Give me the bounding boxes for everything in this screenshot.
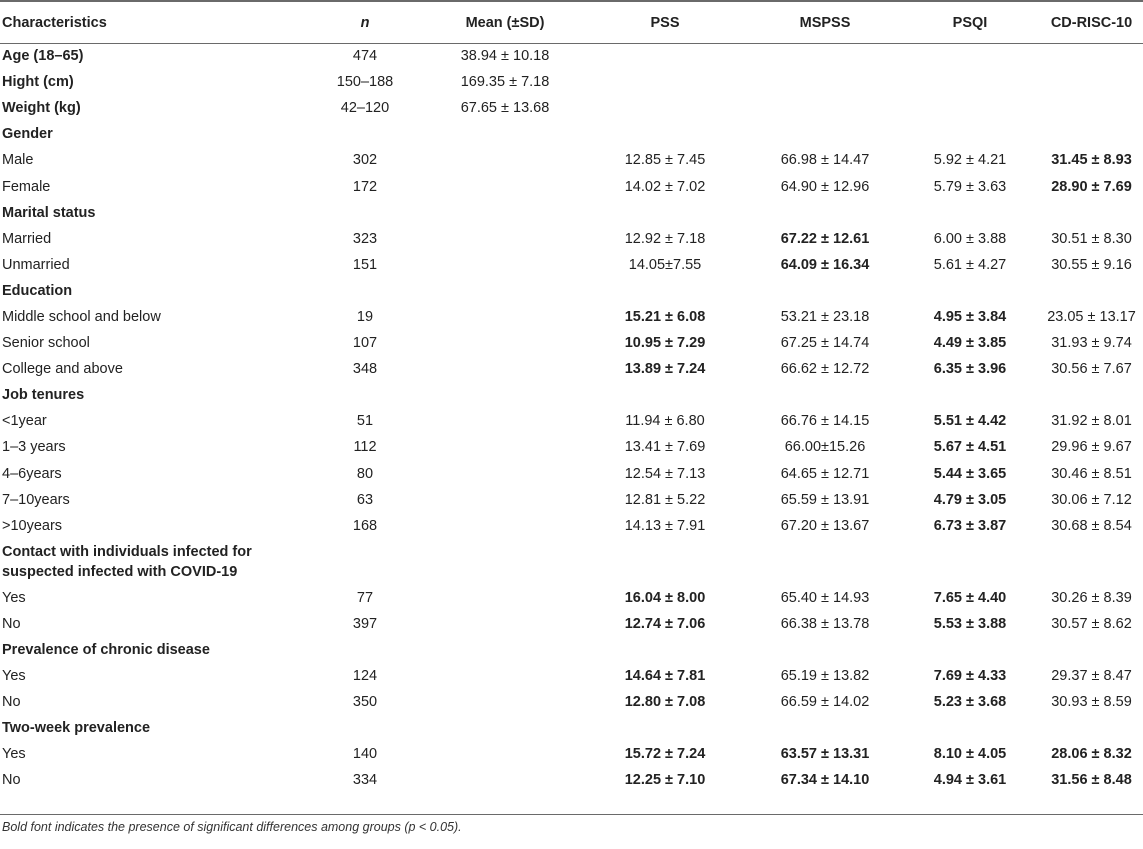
cell-n: 151 [352,256,378,273]
group-label: Age (18–65) [2,48,84,65]
cell-pss [580,95,750,121]
cell-pss [580,121,750,147]
cell-psqi: 8.10 ± 4.05 [933,746,1007,763]
cell-mean-sd [430,637,580,663]
cell-pss: 12.74 ± 7.06 [624,615,706,632]
cell-pss: 13.89 ± 7.24 [624,361,706,378]
row-label: 7–10years [2,491,70,508]
cell-cd-risc-10: 30.46 ± 8.51 [1051,465,1132,482]
cell-psqi [900,278,1040,304]
cell-n [300,278,430,304]
cell-mspss: 66.62 ± 12.72 [780,361,870,378]
table-body [0,43,1143,794]
cell-mean-sd [430,200,580,226]
cell-n [300,382,430,408]
characteristics-table [0,2,1143,794]
table-row [0,513,1143,539]
cell-mean-sd: 169.35 ± 7.18 [460,74,550,91]
cell-n: 63 [356,491,374,508]
cell-n: 334 [352,772,378,789]
cell-mspss: 64.65 ± 12.71 [780,465,870,482]
cell-mspss [750,43,900,69]
cell-n: 124 [352,668,378,685]
cell-cd-risc-10: 29.37 ± 8.47 [1051,668,1132,685]
row-label: Unmarried [2,256,70,273]
row-label: <1year [2,413,47,430]
cell-mean-sd [430,434,580,460]
group-label: Gender [2,126,53,143]
table-row [0,741,1143,767]
group-label: Marital status [2,204,96,221]
cell-psqi: 4.95 ± 3.84 [933,308,1007,325]
cell-n: 474 [352,48,378,65]
row-label: No [2,615,21,632]
cell-mean-sd [430,663,580,689]
row-label: No [2,694,21,711]
cell-cd-risc-10: 30.56 ± 7.67 [1051,361,1132,378]
cell-n: 348 [352,361,378,378]
table-row [0,173,1143,199]
cell-psqi: 7.65 ± 4.40 [933,589,1007,606]
cell-mean-sd [430,461,580,487]
cell-psqi: 4.79 ± 3.05 [933,491,1007,508]
cell-pss: 14.02 ± 7.02 [624,178,706,195]
table-row [0,147,1143,173]
cell-psqi: 4.94 ± 3.61 [933,772,1007,789]
table-row [0,356,1143,382]
cell-psqi [900,95,1040,121]
cell-psqi: 5.44 ± 3.65 [933,465,1007,482]
cell-n [300,121,430,147]
group-label: Two-week prevalence [2,720,151,737]
cell-mspss: 67.25 ± 14.74 [780,335,870,352]
cell-pss: 11.94 ± 6.80 [625,413,705,430]
cell-pss: 15.21 ± 6.08 [624,308,706,325]
cell-psqi [900,200,1040,226]
header-psqi: PSQI [952,14,988,31]
header-mspss: MSPSS [799,14,851,31]
cell-cd-risc-10: 30.68 ± 8.54 [1051,517,1132,534]
cell-mspss [750,637,900,663]
group-row [0,200,1143,226]
cell-mean-sd [430,539,580,585]
cell-mean-sd [430,585,580,611]
cell-mspss: 67.34 ± 14.10 [780,772,870,789]
group-label: Education [2,282,73,299]
cell-cd-risc-10: 30.57 ± 8.62 [1051,615,1132,632]
cell-mean-sd [430,689,580,715]
cell-psqi: 6.73 ± 3.87 [933,517,1007,534]
cell-mspss [750,95,900,121]
cell-mspss [750,121,900,147]
cell-mspss: 66.38 ± 13.78 [780,615,870,632]
cell-pss: 10.95 ± 7.29 [624,335,706,352]
cell-n: 42–120 [340,100,390,117]
cell-mspss: 65.40 ± 14.93 [780,589,870,606]
cell-psqi: 5.51 ± 4.42 [933,413,1007,430]
cell-mean-sd [430,741,580,767]
cell-cd-risc-10: 23.05 ± 13.17 [1047,308,1136,325]
cell-pss: 12.80 ± 7.08 [624,694,706,711]
cell-cd-risc-10 [1040,637,1143,663]
group-label: Prevalence of chronic disease [2,642,210,659]
row-label: No [2,772,21,789]
cell-n [300,539,430,585]
cell-psqi [900,69,1040,95]
cell-mean-sd [430,513,580,539]
cell-psqi [900,382,1040,408]
row-label: Yes [2,668,26,685]
cell-pss [580,69,750,95]
cell-mspss: 66.76 ± 14.15 [780,413,870,430]
cell-n: 168 [352,517,378,534]
header-n: n [360,14,370,31]
cell-n: 323 [352,230,378,247]
cell-mspss: 67.20 ± 13.67 [780,517,870,534]
group-row [0,69,1143,95]
cell-cd-risc-10 [1040,278,1143,304]
cell-cd-risc-10: 30.26 ± 8.39 [1051,589,1132,606]
cell-pss: 12.85 ± 7.45 [624,152,706,169]
cell-psqi: 5.67 ± 4.51 [933,439,1007,456]
cell-psqi: 5.53 ± 3.88 [933,615,1007,632]
table-row [0,434,1143,460]
cell-n: 140 [352,746,378,763]
cell-cd-risc-10 [1040,69,1143,95]
cell-mean-sd [430,278,580,304]
cell-mspss: 64.09 ± 16.34 [780,256,870,273]
cell-mean-sd [430,147,580,173]
table-row [0,304,1143,330]
row-label: Senior school [2,335,90,352]
cell-cd-risc-10: 30.51 ± 8.30 [1051,230,1132,247]
cell-cd-risc-10 [1040,43,1143,69]
group-row [0,43,1143,69]
cell-psqi: 5.92 ± 4.21 [933,152,1007,169]
group-label: Contact with individuals infected for suspected infected with COVID-19 [2,543,252,580]
cell-n: 112 [353,439,377,456]
cell-n: 51 [356,413,374,430]
cell-psqi: 6.00 ± 3.88 [933,230,1007,247]
row-label: Yes [2,589,26,606]
cell-psqi [900,121,1040,147]
cell-n: 172 [352,178,378,195]
cell-mean-sd: 67.65 ± 13.68 [460,100,550,117]
cell-cd-risc-10 [1040,539,1143,585]
cell-pss: 12.81 ± 5.22 [624,491,706,508]
cell-cd-risc-10: 29.96 ± 9.67 [1051,439,1132,456]
row-label: 4–6years [2,465,62,482]
cell-pss [580,715,750,741]
header-mean-sd: Mean (±SD) [465,14,545,31]
row-label: Yes [2,746,26,763]
cell-mspss: 65.59 ± 13.91 [780,491,870,508]
cell-mspss [750,539,900,585]
table-row [0,461,1143,487]
cell-n [300,200,430,226]
cell-mspss: 66.98 ± 14.47 [780,152,870,169]
table-row [0,487,1143,513]
table-bottom-rule [0,814,1143,815]
group-row [0,121,1143,147]
table-row [0,330,1143,356]
group-row [0,539,1143,585]
cell-mean-sd [430,611,580,637]
row-label: 1–3 years [2,439,66,456]
cell-mspss [750,69,900,95]
cell-cd-risc-10: 30.93 ± 8.59 [1051,694,1132,711]
cell-n: 350 [352,694,378,711]
cell-mspss [750,278,900,304]
cell-cd-risc-10: 31.45 ± 8.93 [1051,152,1132,169]
group-row [0,715,1143,741]
row-label: Male [2,152,34,169]
cell-cd-risc-10 [1040,715,1143,741]
row-label: >10years [2,517,63,534]
cell-cd-risc-10: 31.56 ± 8.48 [1051,772,1132,789]
cell-mspss: 66.00±15.26 [784,439,866,456]
table-row [0,408,1143,434]
cell-mspss: 53.21 ± 23.18 [780,308,870,325]
cell-cd-risc-10 [1040,95,1143,121]
table-row [0,585,1143,611]
cell-mean-sd [430,252,580,278]
cell-n [300,715,430,741]
cell-cd-risc-10: 28.90 ± 7.69 [1051,178,1132,195]
cell-mean-sd [430,408,580,434]
cell-pss [580,637,750,663]
cell-pss: 14.64 ± 7.81 [624,668,706,685]
group-row [0,382,1143,408]
cell-mspss: 65.19 ± 13.82 [780,668,870,685]
cell-n [300,637,430,663]
cell-pss [580,539,750,585]
cell-mspss [750,200,900,226]
cell-pss: 12.92 ± 7.18 [624,230,706,247]
row-label: College and above [2,361,123,378]
group-row [0,637,1143,663]
cell-mean-sd [430,356,580,382]
cell-psqi [900,43,1040,69]
cell-psqi: 5.23 ± 3.68 [933,694,1007,711]
cell-mspss [750,382,900,408]
cell-pss: 14.05±7.55 [628,256,702,273]
cell-cd-risc-10: 31.92 ± 8.01 [1051,413,1132,430]
cell-cd-risc-10: 30.06 ± 7.12 [1051,491,1132,508]
cell-mean-sd [430,121,580,147]
cell-cd-risc-10: 30.55 ± 9.16 [1051,256,1132,273]
header-characteristics: Characteristics [2,14,107,31]
group-label: Hight (cm) [2,74,74,91]
cell-mspss: 63.57 ± 13.31 [780,746,870,763]
cell-mspss: 66.59 ± 14.02 [780,694,870,711]
table-footnote: Bold font indicates the presence of significant differences among groups (p < 0.05). [2,820,462,834]
cell-pss [580,382,750,408]
cell-mean-sd [430,767,580,793]
table-row [0,611,1143,637]
row-label: Middle school and below [2,308,161,325]
cell-mspss: 64.90 ± 12.96 [780,178,870,195]
cell-mean-sd: 38.94 ± 10.18 [460,48,550,65]
cell-cd-risc-10: 31.93 ± 9.74 [1051,335,1132,352]
cell-cd-risc-10 [1040,121,1143,147]
cell-cd-risc-10 [1040,382,1143,408]
cell-mspss [750,715,900,741]
cell-mspss: 67.22 ± 12.61 [780,230,870,247]
group-label: Weight (kg) [2,100,81,117]
group-label: Job tenures [2,387,85,404]
cell-psqi: 6.35 ± 3.96 [933,361,1007,378]
cell-mean-sd [430,226,580,252]
cell-mean-sd [430,330,580,356]
cell-pss: 16.04 ± 8.00 [624,589,706,606]
cell-psqi: 5.79 ± 3.63 [933,178,1007,195]
cell-psqi: 5.61 ± 4.27 [933,256,1007,273]
cell-cd-risc-10 [1040,200,1143,226]
group-row [0,95,1143,121]
cell-n: 302 [352,152,378,169]
cell-pss: 12.54 ± 7.13 [624,465,706,482]
cell-psqi [900,637,1040,663]
header-row [0,2,1143,43]
table-row [0,252,1143,278]
cell-cd-risc-10: 28.06 ± 8.32 [1051,746,1132,763]
group-row [0,278,1143,304]
cell-mean-sd [430,382,580,408]
table-row [0,767,1143,793]
cell-pss [580,43,750,69]
cell-psqi [900,539,1040,585]
cell-pss: 12.25 ± 7.10 [624,772,706,789]
table-row [0,689,1143,715]
cell-pss [580,200,750,226]
header-cd-risc-10: CD-RISC-10 [1050,14,1133,31]
cell-n: 107 [352,335,378,352]
cell-n: 80 [356,465,374,482]
cell-mean-sd [430,487,580,513]
row-label: Married [2,230,52,247]
cell-mean-sd [430,715,580,741]
cell-pss: 14.13 ± 7.91 [624,517,706,534]
cell-pss: 13.41 ± 7.69 [624,439,706,456]
cell-n: 19 [356,308,374,325]
cell-mean-sd [430,304,580,330]
cell-psqi: 7.69 ± 4.33 [933,668,1007,685]
cell-pss [580,278,750,304]
cell-n: 397 [352,615,378,632]
table-row [0,663,1143,689]
cell-n: 77 [356,589,374,606]
table-row [0,226,1143,252]
cell-psqi [900,715,1040,741]
cell-mean-sd [430,173,580,199]
row-label: Female [2,178,51,195]
cell-psqi: 4.49 ± 3.85 [933,335,1007,352]
cell-n: 150–188 [336,74,394,91]
cell-pss: 15.72 ± 7.24 [624,746,706,763]
header-pss: PSS [650,14,680,31]
